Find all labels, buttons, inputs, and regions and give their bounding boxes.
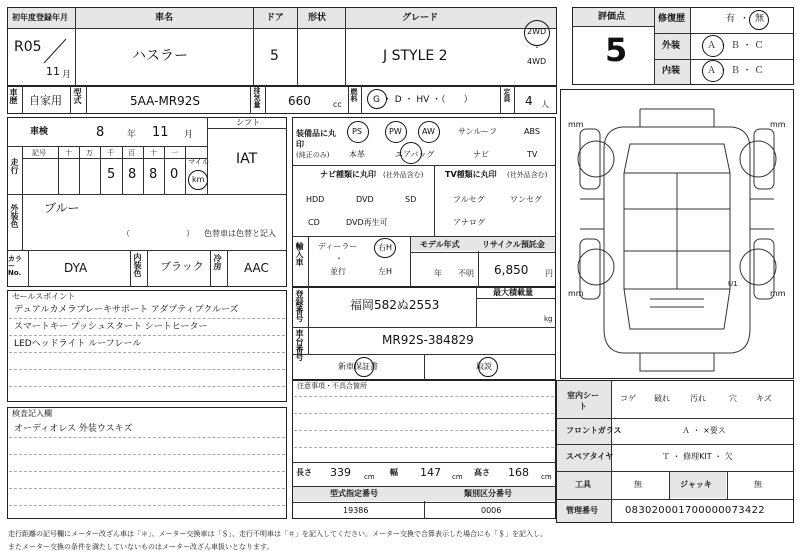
exterior-grades: Ａ ・ Ｂ ・ Ｃ [707, 41, 764, 51]
control-no-value: 083020001700000073422 [625, 505, 765, 516]
mileage-header-1: 十 [65, 149, 72, 157]
drive-dot: ・ [533, 43, 541, 52]
mileage-label: 走行 [10, 158, 19, 174]
ac-value: AAC [244, 261, 269, 275]
import-right: 右H [378, 243, 393, 252]
jack-value: 無 [754, 480, 762, 489]
navi-dvd-play: DVD再生可 [346, 218, 388, 227]
inspection-month: 11 [152, 125, 169, 140]
jack-label: ジャッキ [680, 480, 712, 489]
length-value: 339 [330, 466, 351, 479]
equip-pw: PW [389, 127, 402, 136]
mileage-header-4: 百 [128, 149, 135, 157]
car-outline-diagram [560, 89, 794, 379]
width-label: 幅 [390, 468, 398, 477]
color-label: 外装色 [10, 204, 19, 228]
diagram-mm: mm [770, 120, 786, 129]
registration-era-year: R05 [14, 39, 42, 55]
manual: 取説 [476, 362, 492, 371]
color-no-label: カラーNo. [8, 255, 22, 277]
sales-point-line: スマートキー プッシュスタート シートヒーター [14, 322, 208, 332]
seat-item: 穴 [729, 394, 737, 403]
seat-label: 室内シート [567, 391, 599, 411]
equip-abs: ABS [524, 127, 540, 136]
equip-tv: TV [527, 150, 538, 159]
equip-aw: AW [422, 127, 435, 136]
equip-sunroof: サンルーフ [458, 127, 497, 136]
mileage-digit: 8 [149, 167, 158, 182]
diagram-mm: mm [770, 289, 786, 298]
import-left: 左H [378, 267, 393, 276]
equipment-sub: (純正のみ) [296, 151, 330, 159]
seat-item: コゲ [620, 394, 636, 403]
navi-cd: CD [308, 218, 320, 227]
import-dot: ・ [335, 254, 343, 263]
registration-month: 11 [46, 65, 60, 78]
height-unit: cm [541, 473, 552, 481]
mileage-unit: km [192, 175, 205, 184]
model-year-label: モデル年式 [420, 240, 460, 249]
equip-leather: 本革 [349, 150, 365, 159]
recycle-label: リサイクル預託金 [482, 240, 545, 249]
height-label: 高さ [474, 468, 490, 477]
registration-slash [40, 36, 70, 66]
door-value: 5 [270, 48, 279, 64]
tools-label: 工具 [575, 480, 591, 489]
interior-color-label: 内装色 [133, 253, 142, 277]
class-no-value: 0006 [481, 506, 502, 515]
repair-sep: ・ [740, 14, 750, 24]
exterior-label: 外装 [662, 41, 681, 51]
inspector-label: 検査記入欄 [12, 409, 52, 418]
seat-item: 破れ [654, 394, 670, 403]
model-year-unit: 年 [434, 269, 442, 278]
navi-sd: SD [405, 195, 417, 204]
tv-label: TV種類に丸印 [445, 170, 497, 179]
equip-navi: ナビ [473, 150, 489, 159]
max-load-unit: kg [544, 315, 553, 323]
windshield-label: フロントガラス [566, 426, 622, 435]
inspection-month-unit: 月 [184, 130, 194, 140]
diagram-mm: mm [568, 289, 584, 298]
usage-value: 自家用 [29, 94, 62, 107]
ac-label: 冷房 [213, 254, 222, 270]
width-value: 147 [420, 466, 441, 479]
max-load-label: 最大積載量 [493, 288, 533, 297]
width-unit: cm [452, 473, 463, 481]
equipment-label: 装備品に丸印 [296, 129, 336, 149]
import-parallel: 並行 [330, 267, 346, 276]
inspection-year-unit: 年 [127, 130, 137, 140]
new-car-warranty: 新車保証書 [338, 362, 378, 371]
model-value: 5AA-MR92S [130, 94, 201, 108]
sales-point-line: デュアルカメラブレーキサポート アダプティブクルーズ [14, 305, 239, 315]
mileage-header-mile: マイル [188, 158, 209, 166]
fuel-options: G ・ D ・ HV ・（ ） [373, 95, 473, 105]
door-label: ドア [266, 13, 284, 23]
shift-value: IAT [236, 151, 258, 167]
sales-point-line: LEDヘッドライト ルーフレール [14, 339, 142, 349]
control-no-label: 管理番号 [566, 506, 598, 515]
navi-hdd: HDD [306, 195, 325, 204]
tv-oneseg: ワンセグ [510, 195, 542, 204]
class-no-label: 類別区分番号 [464, 489, 512, 498]
color-note: 色替車は色替と記入 [204, 229, 276, 238]
usage-label: 車歴 [9, 88, 18, 104]
navi-dvd: DVD [356, 195, 374, 204]
repair-history-label: 修復歴 [658, 14, 686, 24]
capacity-label: 定員 [503, 88, 511, 102]
displacement-label: 排気量 [253, 87, 261, 108]
model-row [7, 86, 557, 114]
score-value: 5 [605, 31, 628, 69]
length-label: 長さ [296, 468, 312, 477]
mileage-digit: 8 [128, 167, 137, 182]
grade-value: J STYLE 2 [383, 48, 448, 64]
mileage-header-3: 千 [107, 149, 114, 157]
first-registration-label: 初年度登録年月 [12, 13, 68, 22]
tools-value: 無 [634, 480, 642, 489]
model-year-unknown: 不明 [458, 269, 474, 278]
car-name-label: 車名 [155, 13, 174, 23]
score-label: 評価点 [598, 12, 626, 22]
mileage-digit: 5 [107, 167, 116, 182]
length-unit: cm [364, 473, 375, 481]
diagram-mm: mm [568, 120, 584, 129]
capacity-unit: 人 [541, 100, 549, 109]
windshield-value: Ａ ・ ×要ス [682, 426, 726, 435]
displacement-value: 660 [288, 94, 311, 108]
navi-sub: (社外品含む) [383, 171, 424, 179]
mileage-header-mark: 記号 [32, 149, 46, 157]
registration-label: 登録番号 [295, 290, 304, 322]
mileage-header-5: 十 [150, 149, 157, 157]
spare-tire-value: Ｔ ・ 修理KIT ・ 欠 [662, 452, 733, 461]
type-designation-label: 型式指定番号 [330, 489, 378, 498]
interior-grades: Ａ ・ Ｂ ・ Ｃ [707, 66, 764, 76]
import-label: 輸入車 [295, 242, 304, 266]
footnote-line-1: 走行距離の記号欄にメーター改ざん車は「＊」、メーター交換車は「＄」、走行不明車は「＃」を記入してください。メーター交換で合算表示した場合にも「＄」を記入し、 [8, 530, 547, 538]
seat-item: 汚れ [690, 394, 706, 403]
car-name-value: ハスラー [132, 48, 188, 64]
shift-label: シフト [236, 118, 260, 127]
inspector-line: オーディオレス 外装ウスキズ [14, 424, 133, 434]
inspection-year: 8 [96, 125, 105, 140]
notes-label: 注意事項・不具合箇所 [297, 382, 367, 390]
repair-yes: 有 [726, 14, 736, 24]
shape-label: 形状 [308, 13, 327, 23]
import-dealer: ディーラー [318, 242, 358, 251]
repair-no: 無 [755, 14, 765, 24]
spare-tire-label: スペアタイヤ [566, 452, 614, 461]
drive-4wd: 4WD [527, 57, 547, 66]
chassis-label: 車台番号 [295, 329, 304, 361]
equip-airbag: エアバッグ [395, 150, 435, 159]
footnote-line-2: またメーター交換の条件を満たしていないものはメーター改ざん車扱いとなります。 [8, 543, 274, 551]
drive-2wd: 2WD [527, 27, 547, 36]
tv-fullseg: フルセグ [453, 195, 485, 204]
navi-label: ナビ種類に丸印 [320, 170, 376, 179]
tv-sub: (社外品含む) [507, 171, 548, 179]
interior-color-value: ブラック [160, 260, 204, 273]
registration-value: 福岡582ぬ2553 [350, 298, 440, 312]
color-value: ブルー [44, 201, 80, 215]
equip-ps: PS [352, 127, 362, 136]
mileage-header-2: 万 [86, 149, 93, 157]
inspection-label: 車検 [30, 127, 49, 137]
chassis-value: MR92S-384829 [382, 333, 474, 347]
fuel-label: 燃料 [350, 88, 358, 102]
diagram-marker: U1 [728, 280, 738, 288]
color-no-value: DYA [64, 261, 88, 275]
color-note-paren: （ ） [122, 229, 194, 238]
mileage-digit: 0 [170, 167, 179, 182]
recycle-unit: 円 [545, 269, 553, 278]
grade-label: グレード [402, 13, 439, 23]
seat-item: キズ [756, 394, 772, 403]
interior-label: 内装 [662, 66, 681, 76]
model-label: 型式 [73, 88, 82, 104]
sales-points-label: セールスポイント [12, 292, 76, 301]
height-value: 168 [508, 466, 529, 479]
registration-month-unit: 月 [62, 70, 72, 80]
recycle-value: 6,850 [494, 263, 529, 277]
displacement-unit: cc [333, 100, 342, 109]
tv-analog: アナログ [453, 218, 485, 227]
capacity-value: 4 [525, 94, 533, 108]
mileage-header-6: 一 [171, 149, 178, 157]
type-designation-value: 19386 [343, 506, 369, 515]
